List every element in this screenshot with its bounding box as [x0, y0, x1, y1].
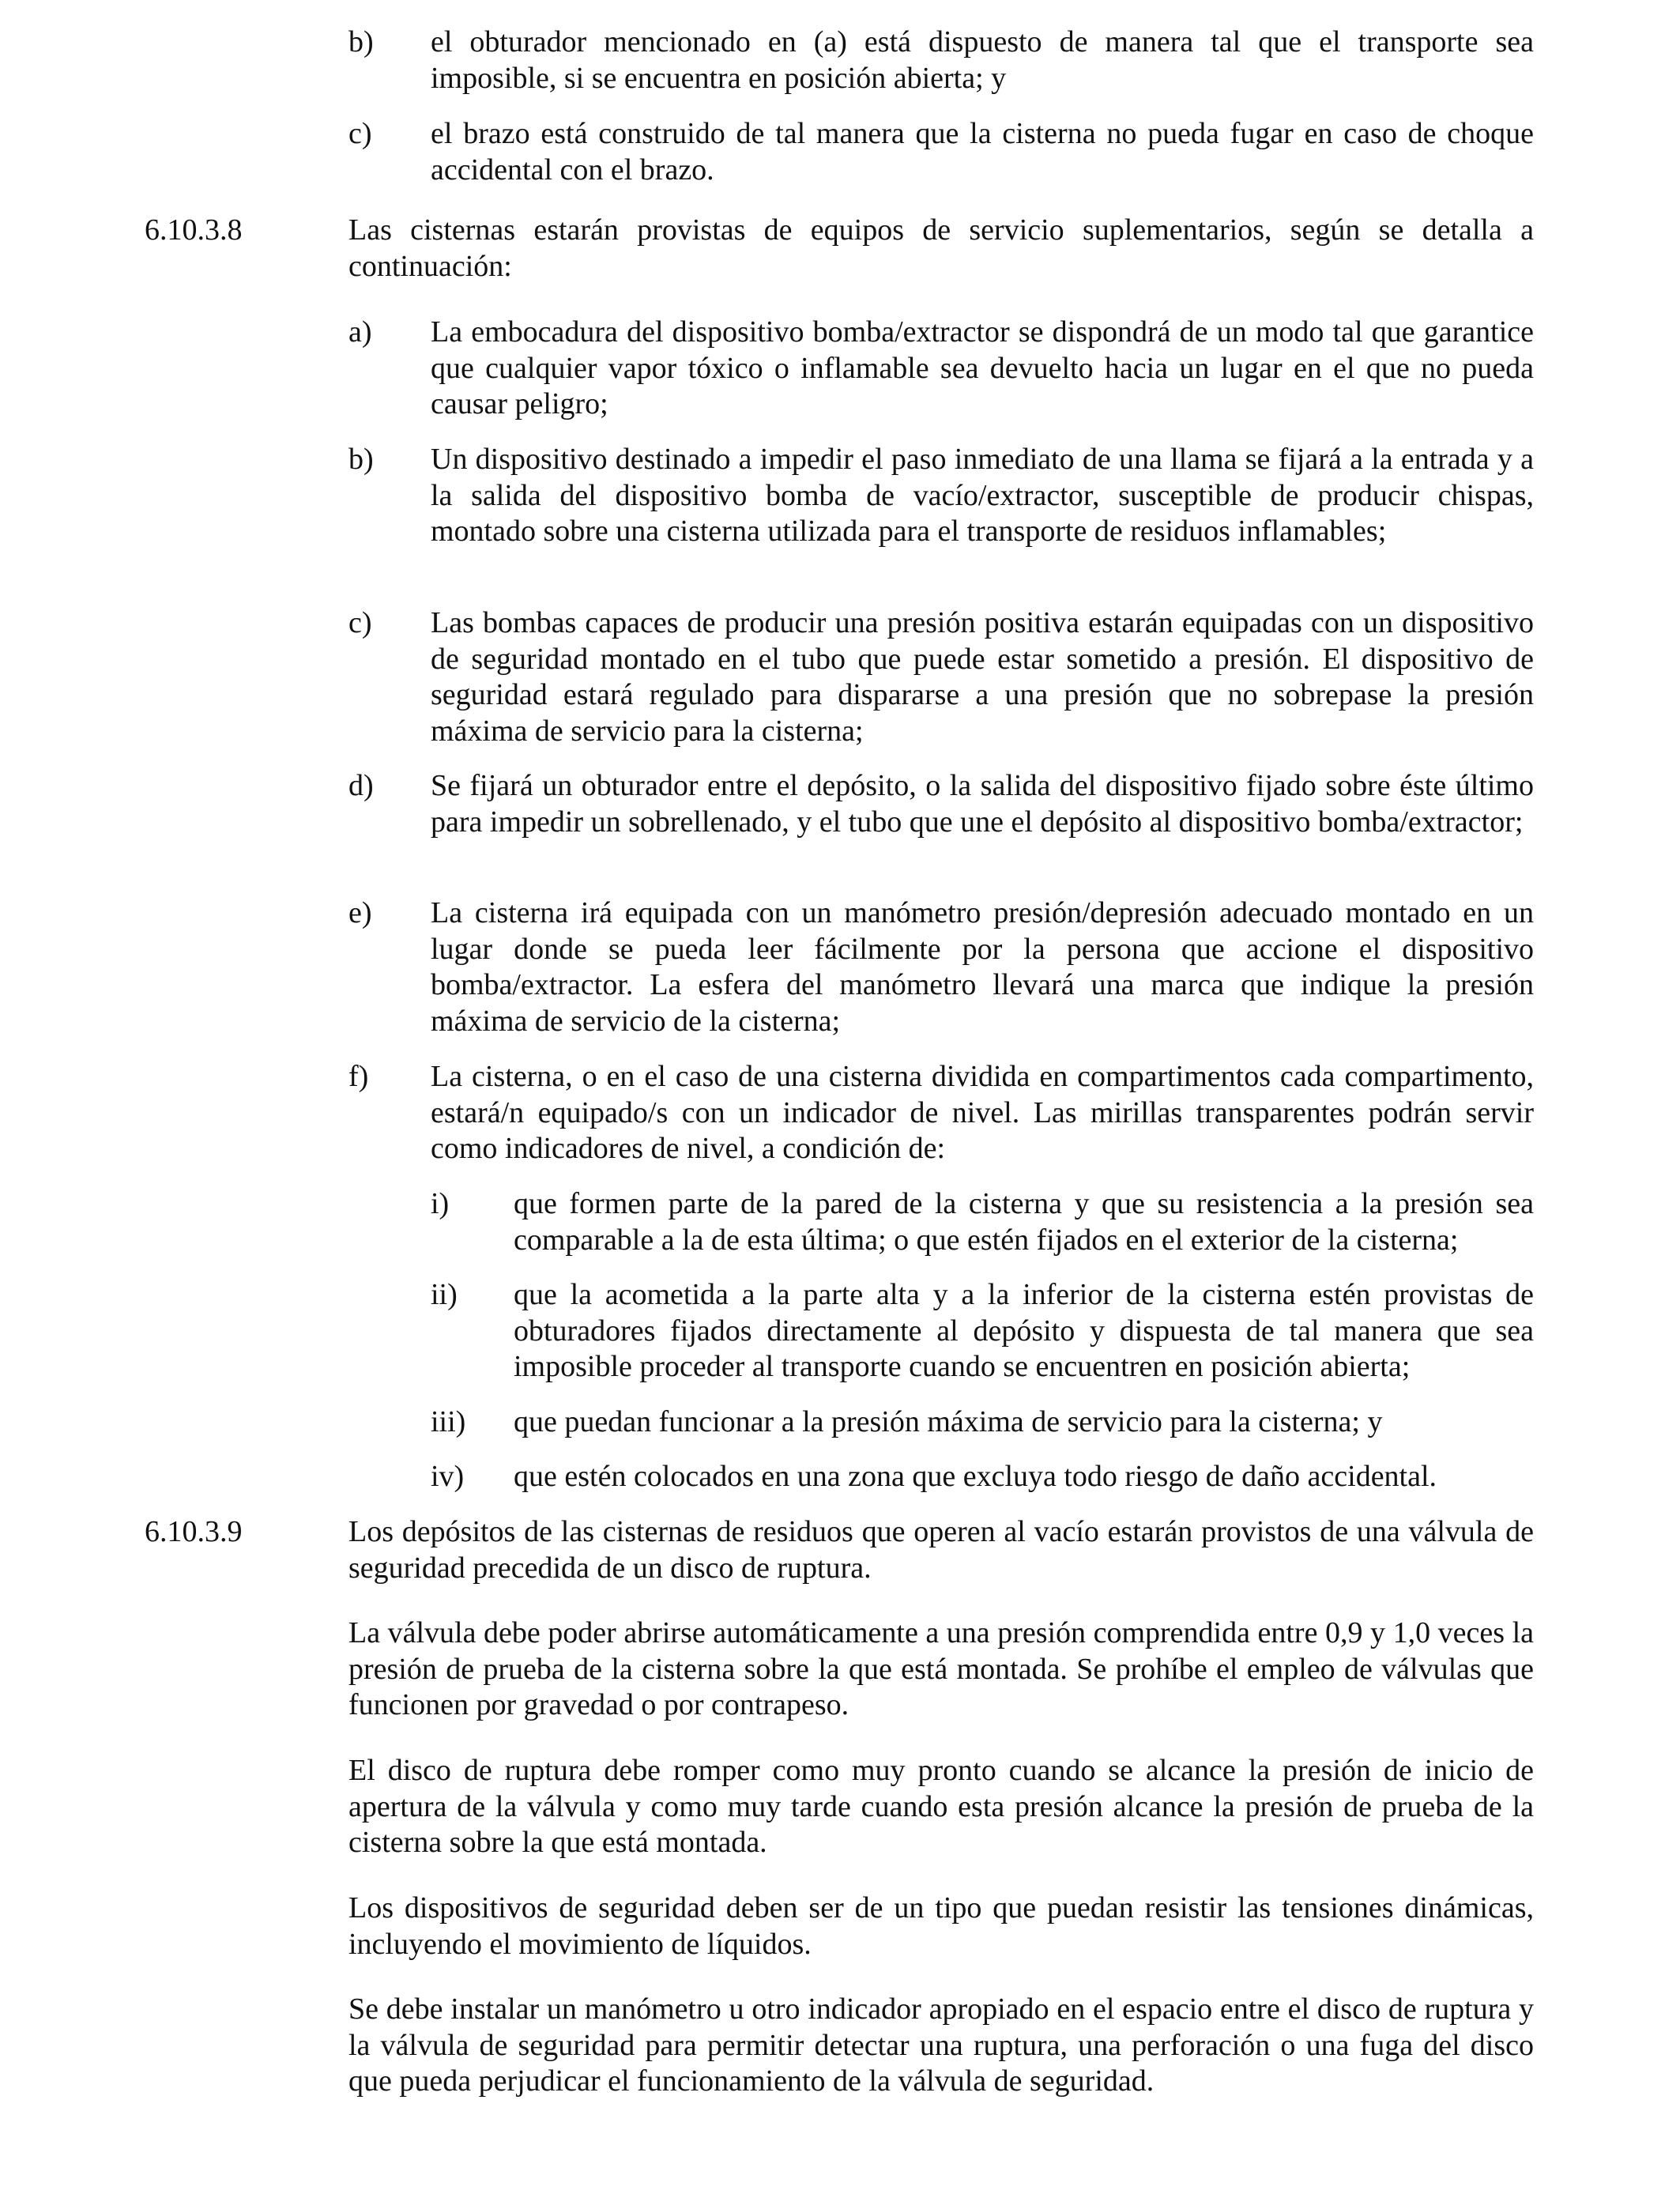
section-number-6-10-3-9: 6.10.3.9 [145, 1515, 243, 1548]
sublist-item-label-iii: iii) [431, 1405, 466, 1438]
item-label-b: b) [348, 25, 374, 58]
sublist-item-text-ii: que la acometida a la parte alta y a la inferior de la cisterna estén provistas de obturadores fijados directamente al depósito y dispuesta de tal manera que sea imposible proceder al transporte cuando se encuentren en posición abierta; [514, 1278, 1534, 1383]
sublist-item-label-i: i) [431, 1187, 450, 1220]
list-item-label-e: e) [348, 896, 372, 929]
sublist-item-text-iv: que estén colocados en una zona que excluya todo riesgo de daño accidental. [514, 1460, 1437, 1493]
section-paragraph-1: Los depósitos de las cisternas de residuos que operen al vacío estarán provistos de una válvula de seguridad precedida de un disco de ruptura. [348, 1515, 1534, 1585]
section-intro-6-10-3-8: Las cisternas estarán provistas de equipos de servicio suplementarios, según se detalla a continuación: [348, 213, 1534, 283]
sublist-item-label-iv: iv) [431, 1460, 465, 1493]
sublist-item-text-iii: que puedan funcionar a la presión máxima de servicio para la cisterna; y [514, 1405, 1383, 1438]
item-label-c: c) [348, 117, 372, 150]
sublist-item-label-ii: ii) [431, 1278, 458, 1311]
sublist-item-text-i: que formen parte de la pared de la cisterna y que su resistencia a la presión sea comparable a la de esta última; o que estén fijados en el exterior de la cisterna; [514, 1187, 1534, 1257]
section-number-6-10-3-8: 6.10.3.8 [145, 213, 243, 247]
section-paragraph-2: La válvula debe poder abrirse automáticamente a una presión comprendida entre 0,9 y 1,0 veces la presión de prueba de la cisterna sobre la que está montada. Se prohíbe el empleo de válvulas que funcionen por gravedad o por contrapeso. [348, 1616, 1534, 1721]
list-item-text-b: Un dispositivo destinado a impedir el paso inmediato de una llama se fijará a la entrada y a la salida del dispositivo bomba de vacío/extractor, susceptible de producir chispas, montado sobre una cisterna utilizada para el transporte de residuos inflamables; [431, 443, 1534, 548]
section-paragraph-5: Se debe instalar un manómetro u otro indicador apropiado en el espacio entre el disco de ruptura y la válvula de seguridad para permitir detectar una ruptura, una perforación o una fuga del disco que pueda perjudicar el funcionamiento de la válvula de seguridad. [348, 1992, 1534, 2098]
list-item-label-d: d) [348, 769, 374, 802]
section-paragraph-4: Los dispositivos de seguridad deben ser de un tipo que puedan resistir las tensiones dinámicas, incluyendo el movimiento de líquidos. [348, 1891, 1534, 1961]
item-text-c: el brazo está construido de tal manera que la cisterna no pueda fugar en caso de choque accidental con el brazo. [431, 117, 1534, 187]
list-item-text-f: La cisterna, o en el caso de una cisterna dividida en compartimentos cada compartimento, estará/n equipado/s con un indicador de nivel. Las mirillas transparentes podrán servir como indicadores de nivel, a condición de: [431, 1060, 1534, 1165]
list-item-text-d: Se fijará un obturador entre el depósito, o la salida del dispositivo fijado sobre éste último para impedir un sobrellenado, y el tubo que une el depósito al dispositivo bomba/extractor; [431, 769, 1534, 839]
list-item-label-a: a) [348, 315, 372, 349]
list-item-label-b: b) [348, 443, 374, 476]
list-item-text-e: La cisterna irá equipada con un manómetro presión/depresión adecuado montado en un lugar donde se pueda leer fácilmente por la persona que accione el dispositivo bomba/extractor. La esfera del manómetro llevará una marca que indique la presión máxima de servicio de la cisterna; [431, 896, 1534, 1038]
list-item-label-c: c) [348, 606, 372, 639]
item-text-b: el obturador mencionado en (a) está dispuesto de manera tal que el transporte sea imposible, si se encuentra en posición abierta; y [431, 25, 1534, 95]
list-item-label-f: f) [348, 1060, 369, 1093]
list-item-text-c: Las bombas capaces de producir una presión positiva estarán equipadas con un dispositivo de seguridad montado en el tubo que puede estar sometido a presión. El dispositivo de seguridad estará regulado para dispararse a una presión que no sobrepase la presión máxima de servicio para la cisterna; [431, 606, 1534, 748]
list-item-text-a: La embocadura del dispositivo bomba/extractor se dispondrá de un modo tal que garantice que cualquier vapor tóxico o inflamable sea devuelto hacia un lugar en el que no pueda causar peligro; [431, 315, 1534, 420]
section-paragraph-3: El disco de ruptura debe romper como muy pronto cuando se alcance la presión de inicio de apertura de la válvula y como muy tarde cuando esta presión alcance la presión de prueba de la cisterna sobre la que está montada. [348, 1754, 1534, 1859]
